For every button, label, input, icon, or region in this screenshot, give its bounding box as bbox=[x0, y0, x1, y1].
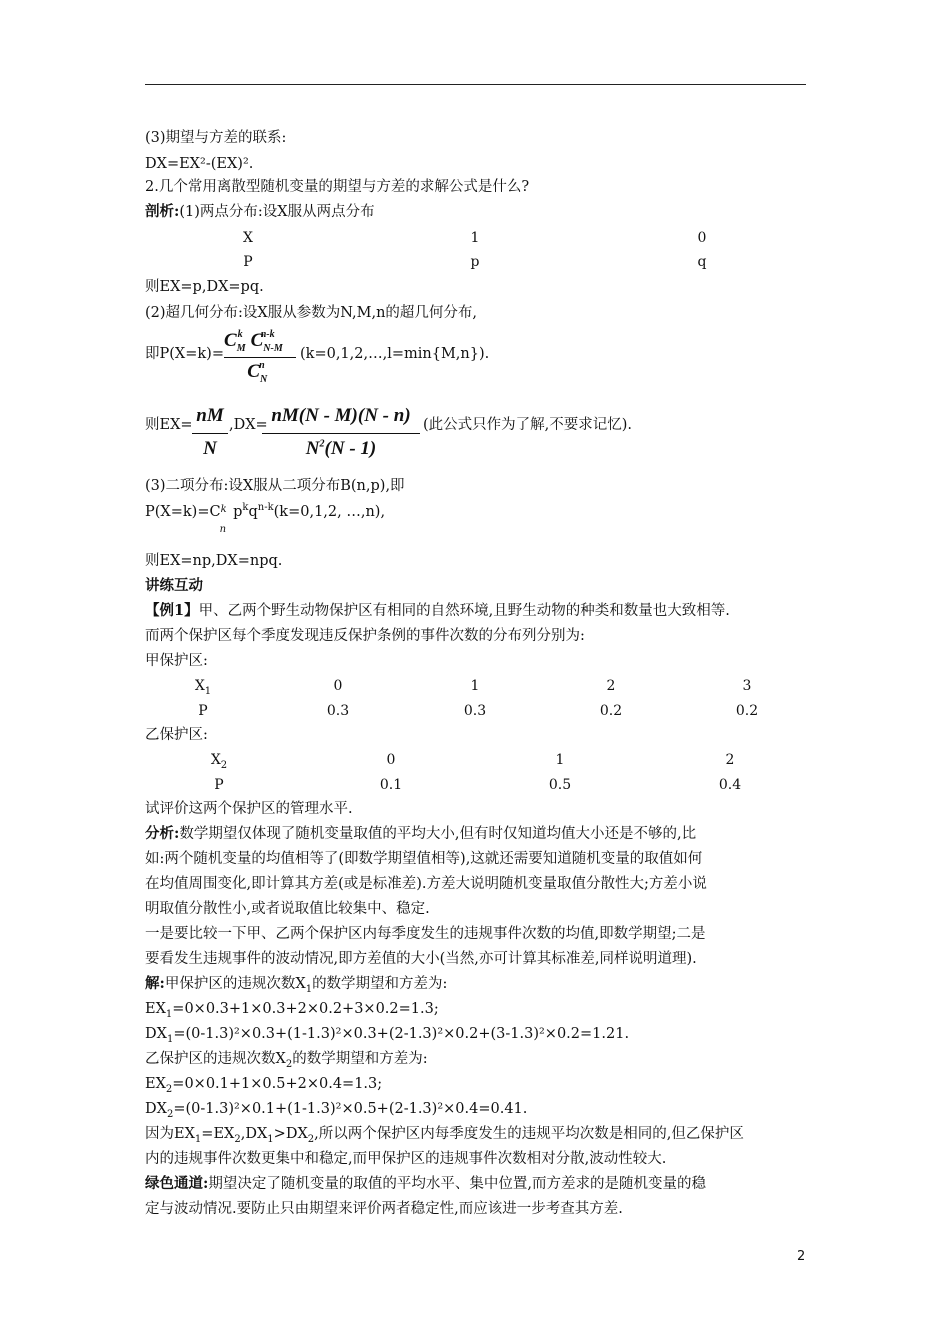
hyper-pmf-fraction bbox=[224, 330, 296, 388]
jia-cell: 0 bbox=[333, 678, 343, 694]
hyper-dx-denominator: $N^2(N - 1)$ bbox=[305, 438, 377, 459]
analysis-line2: 如:两个随机变量的均值相等了(即数学期望值相等),这就还需要知道随机变量的取值如何 bbox=[145, 851, 703, 867]
yi-cell: 0.4 bbox=[718, 777, 742, 793]
sec3-formula: DX=EX²-(EX)². bbox=[145, 156, 254, 172]
analysis-line3: 在均值周围变化,即计算其方差(或是标准差).方差大说明随机变量取值分散性大;方差小说 bbox=[145, 876, 707, 892]
analysis-label: 剖析: bbox=[145, 203, 180, 220]
jia-cell: 2 bbox=[606, 678, 616, 694]
yi-cell: 0.5 bbox=[548, 777, 572, 793]
hyper-dx-numerator: nM(N - M)(N - n) bbox=[271, 405, 411, 426]
jia-cell: 1 bbox=[470, 678, 480, 694]
yi-label: 乙保护区: bbox=[145, 727, 208, 743]
analysis-line1 bbox=[145, 825, 696, 843]
two-point-text: (1)两点分布:设X服从两点分布 bbox=[179, 204, 375, 220]
jia-cell: P bbox=[198, 703, 208, 719]
green-text: 期望决定了随机变量的取值的平均水平、集中位置,而方差求的是随机变量的稳 bbox=[208, 1176, 706, 1192]
example-1-line1 bbox=[145, 602, 730, 620]
analysis-line4: 明取值分散性小,或者说取值比较集中、稳定. bbox=[145, 901, 430, 917]
jia-cell: $X_1$ bbox=[194, 678, 212, 697]
yi-cell: 1 bbox=[555, 752, 565, 768]
fraction-bar bbox=[224, 357, 296, 358]
yi-cell: P bbox=[214, 777, 224, 793]
solution-line2: $EX_1=0\times 0.3+1\times 0.3+2\times 0.2+3\times 0.2=1.3$; bbox=[145, 1001, 439, 1020]
green-label: 绿色通道: bbox=[145, 1175, 209, 1192]
example-1-line2: 而两个保护区每个季度发现违反保护条例的事件次数的分布列分别为: bbox=[145, 628, 585, 644]
solution-line6: $DX_2=(0-1.3)^2\times 0.1+(1-1.3)^2\times 0.5+(2-1.3)^2\times 0.4=0.41$. bbox=[145, 1101, 528, 1120]
hyper-numerator: $C_M^k$ $C_{N-M}^{n-k}$ bbox=[224, 328, 283, 354]
binomial-pmf: $P(X=k)=C^k_np^kq^{n-k}(k=0,1,2$, …,n), bbox=[145, 502, 386, 535]
fx-label: 分析: bbox=[145, 825, 180, 842]
tp-cell: P bbox=[243, 254, 253, 270]
hyper-ex-fraction bbox=[192, 405, 228, 461]
jia-cell: 3 bbox=[742, 678, 752, 694]
binomial-text: (3)二项分布:设X服从二项分布B(n,p),即 bbox=[145, 478, 405, 494]
solution-line5: $EX_2=0\times 0.1+1\times 0.5+2\times 0.4=1.3$; bbox=[145, 1076, 383, 1095]
header-rule bbox=[145, 84, 806, 85]
yi-cell: $X_2$ bbox=[210, 752, 228, 771]
jia-label: 甲保护区: bbox=[145, 653, 208, 669]
sec3-title: (3)期望与方差的联系: bbox=[145, 130, 287, 146]
jia-cell: 0.2 bbox=[599, 703, 623, 719]
question-2: 2.几个常用离散型随机变量的期望与方差的求解公式是什么? bbox=[145, 179, 530, 195]
practice-heading: 讲练互动 bbox=[145, 577, 203, 594]
yi-cell: 2 bbox=[725, 752, 735, 768]
jie-label: 解: bbox=[145, 975, 165, 992]
yi-cell: 0.1 bbox=[379, 777, 403, 793]
jia-cell: 0.3 bbox=[463, 703, 487, 719]
solution-line8: 内的违规事件次数更集中和稳定,而甲保护区的违规事件次数相对分散,波动性较大. bbox=[145, 1151, 667, 1167]
hyper-ex-denominator: N bbox=[203, 438, 217, 459]
jia-cell: 0.3 bbox=[326, 703, 350, 719]
fraction-bar bbox=[192, 433, 228, 434]
solution-line4: 乙保护区的违规次数$X_2$的数学期望和方差为: bbox=[145, 1051, 428, 1070]
hyper-denominator: $C_N^n$ bbox=[247, 359, 268, 385]
two-point-result: 则EX=p,DX=pq. bbox=[145, 279, 264, 295]
hyper-ex-numerator: nM bbox=[196, 405, 224, 426]
solution-line7: 因为$EX_1=EX_2,DX_1>DX_2$,所以两个保护区内每季度发生的违规平均次数是相同的,但乙保护区 bbox=[145, 1126, 744, 1145]
jia-cell: 0.2 bbox=[735, 703, 759, 719]
example-1-label: 【例1】 bbox=[145, 602, 199, 619]
tp-cell: 0 bbox=[697, 230, 707, 246]
green-line1 bbox=[145, 1175, 706, 1193]
example-1-question: 试评价这两个保护区的管理水平. bbox=[145, 801, 353, 817]
green-line2: 定与波动情况.要防止只由期望来评价两者稳定性,而应该进一步考查其方差. bbox=[145, 1201, 623, 1217]
hypergeometric-text: (2)超几何分布:设X服从参数为N,M,n的超几何分布, bbox=[145, 305, 478, 321]
hyper-prefix: 即P(X=k)= bbox=[145, 346, 224, 362]
analysis-text: 数学期望仅体现了随机变量取值的平均大小,但有时仅知道均值大小还是不够的,比 bbox=[179, 826, 697, 842]
analysis-line6: 要看发生违规事件的波动情况,即方差值的大小(当然,亦可计算其标准差,同样说明道理). bbox=[145, 951, 697, 967]
tp-cell: p bbox=[470, 254, 480, 270]
two-point-line bbox=[145, 203, 375, 221]
hyper-suffix: (k=0,1,2,…,l=min{M,n}). bbox=[300, 346, 490, 362]
hyper-dx-fraction bbox=[262, 405, 420, 461]
tp-cell: X bbox=[243, 230, 253, 246]
tp-cell: 1 bbox=[470, 230, 480, 246]
yi-cell: 0 bbox=[386, 752, 396, 768]
hyper-note: (此公式只作为了解,不要求记忆). bbox=[423, 417, 633, 433]
solution-line3: $DX_1=(0-1.3)^2\times 0.3+(1-1.3)^2\times 0.3+(2-1.3)^2\times 0.2+(3-1.3)^2\times 0.2=1.21$. bbox=[145, 1026, 630, 1045]
hyper-dx-prefix: ,DX= bbox=[229, 417, 268, 433]
hyper-ex-prefix: 则EX= bbox=[145, 417, 193, 433]
page-number: 2 bbox=[797, 1249, 806, 1264]
example-1-text: 甲、乙两个野生动物保护区有相同的自然环境,且野生动物的种类和数量也大致相等. bbox=[198, 603, 730, 619]
binomial-result: 则EX=np,DX=npq. bbox=[145, 553, 283, 569]
solution-line1: 解:甲保护区的违规次数$X_1$的数学期望和方差为: bbox=[145, 975, 448, 995]
tp-cell: q bbox=[697, 254, 707, 270]
fraction-bar bbox=[262, 433, 420, 434]
analysis-line5: 一是要比较一下甲、乙两个保护区内每季度发生的违规事件次数的均值,即数学期望;二是 bbox=[145, 926, 706, 942]
